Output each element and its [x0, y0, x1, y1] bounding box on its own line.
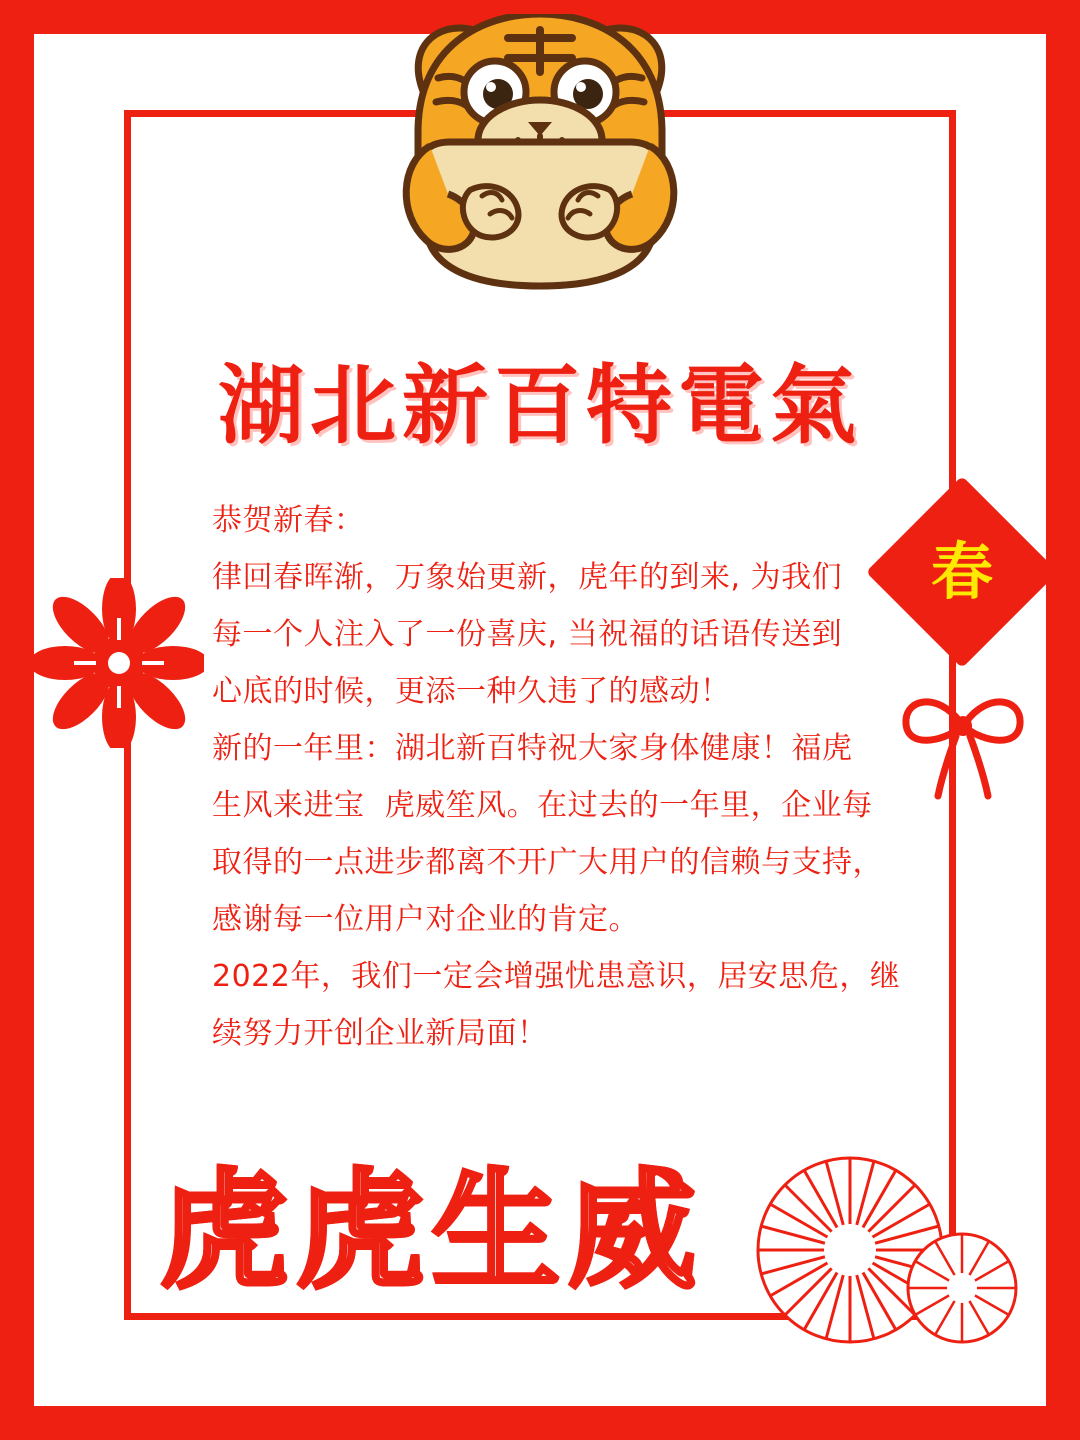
- company-title: 湖北新百特電氣: [218, 355, 862, 456]
- greeting-line: 感谢每一位用户对企业的肯定。: [212, 902, 639, 937]
- greeting-line: 2022年，我们一定会增强忧患意识，居安思危，继: [212, 959, 901, 994]
- spring-diamond-ornament: [872, 482, 1052, 662]
- greeting-line: 律回春晖渐，万象始更新，虎年的到来, 为我们: [212, 560, 843, 595]
- greeting-line: 每一个人注入了一份喜庆, 当祝福的话语传送到: [212, 617, 843, 652]
- greeting-text: [212, 492, 902, 1062]
- slogan-text: 虎虎生威: [160, 1156, 705, 1306]
- tiger-mascot-icon: [378, 14, 702, 292]
- ribbon-bow-icon: [898, 682, 1028, 802]
- greeting-line: 续努力开创企业新局面！: [212, 1016, 548, 1051]
- spring-character: 春: [930, 535, 993, 608]
- greeting-line: 生风来进宝 虎威笙风。在过去的一年里，企业每: [212, 788, 873, 823]
- greeting-line: 恭贺新春：: [212, 503, 365, 538]
- greeting-line: 取得的一点进步都离不开广大用户的信赖与支持，: [212, 845, 883, 880]
- greeting-line: 新的一年里：湖北新百特祝大家身体健康！福虎: [212, 731, 853, 766]
- paper-fan-icon: [740, 1140, 1040, 1360]
- greeting-line: 心底的时候，更添一种久违了的感动！: [212, 674, 731, 709]
- papercut-flower-icon: [34, 578, 204, 748]
